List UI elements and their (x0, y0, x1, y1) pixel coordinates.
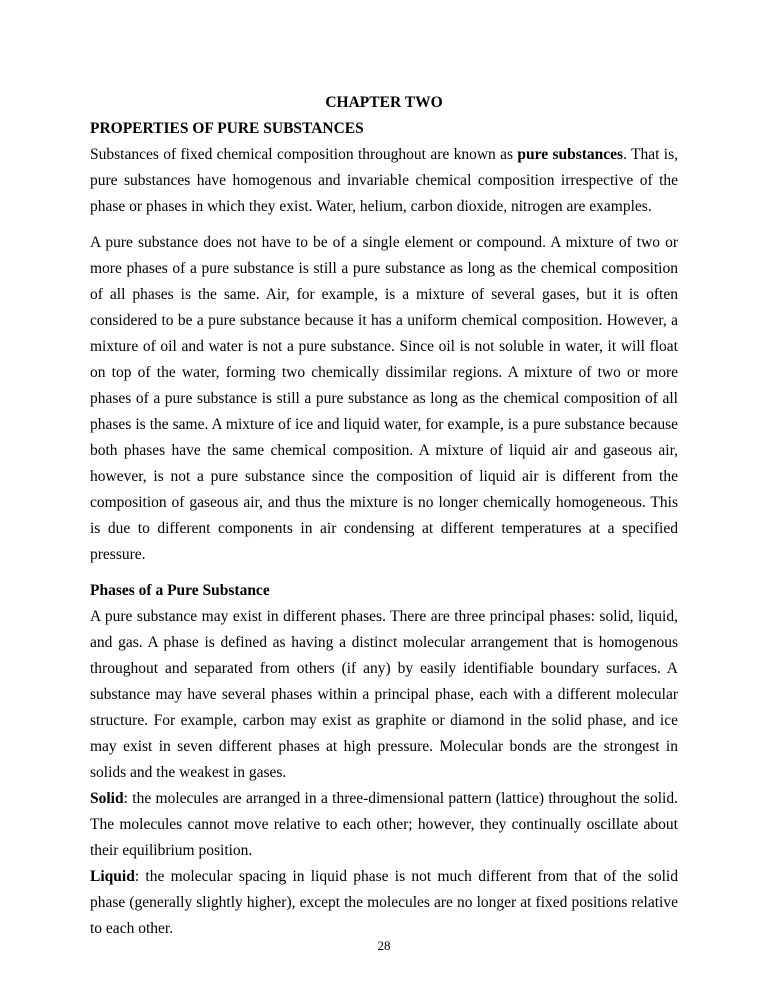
paragraph-solid (90, 786, 678, 864)
section-heading: PROPERTIES OF PURE SUBSTANCES (90, 120, 364, 137)
paragraph-intro (90, 142, 678, 220)
text-run: Substances of fixed chemical composition throughout are known as (90, 146, 518, 163)
text-run-bold: Liquid (90, 868, 135, 885)
text-run: . That is, pure substances have homogenous and invariable chemical composition irrespective of the phase or phases in which they exist. Water, helium, carbon dioxide, nitrogen are examples. (90, 146, 678, 215)
text-run: : the molecules are arranged in a three-dimensional pattern (lattice) throughout the solid. The molecules cannot move relative to each other; however, they continually oscillate about their equilibrium position. (90, 790, 678, 859)
page-number: 28 (377, 938, 391, 953)
chapter-title: CHAPTER TWO (325, 94, 443, 111)
text-run-bold: Solid (90, 790, 124, 807)
paragraph-pure-substance: A pure substance does not have to be of a single element or compound. A mixture of two or more phases of a pure substance is still a pure substance as long as the chemical composition of all phases is the same. Air, for example, is a mixture of several gases, but it is often considered to be a pure substance because it has a uniform chemical composition. However, a mixture of oil and water is not a pure substance. Since oil is not soluble in water, it will float on top of the water, forming two chemically dissimilar regions. A mixture of two or more phases of a pure substance is still a pure substance as long as the chemical composition of all phases is the same. A mixture of ice and liquid water, for example, is a pure substance because both phases have the same chemical composition. A mixture of liquid air and gaseous air, however, is not a pure substance since the composition of liquid air is different from the composition of gaseous air, and thus the mixture is no longer chemically homogeneous. This is due to different components in air condensing at different temperatures at a specified pressure. (90, 234, 678, 563)
text-run-bold: pure substances (517, 146, 624, 163)
subheading-phases: Phases of a Pure Substance (90, 582, 270, 599)
paragraph-liquid (90, 864, 678, 942)
paragraph-phases: A pure substance may exist in different phases. There are three principal phases: solid, liquid, and gas. A phase is defined as having a distinct molecular arrangement that is homogenous throughout and separated from others (if any) by easily identifiable boundary surfaces. A substance may have several phases within a principal phase, each with a different molecular structure. For example, carbon may exist as graphite or diamond in the solid phase, and ice may exist in seven different phases at high pressure. Molecular bonds are the strongest in solids and the weakest in gases. (90, 608, 678, 781)
text-run: : the molecular spacing in liquid phase is not much different from that of the solid phase (generally slightly higher), except the molecules are no longer at fixed positions relative to each other. (90, 868, 678, 937)
